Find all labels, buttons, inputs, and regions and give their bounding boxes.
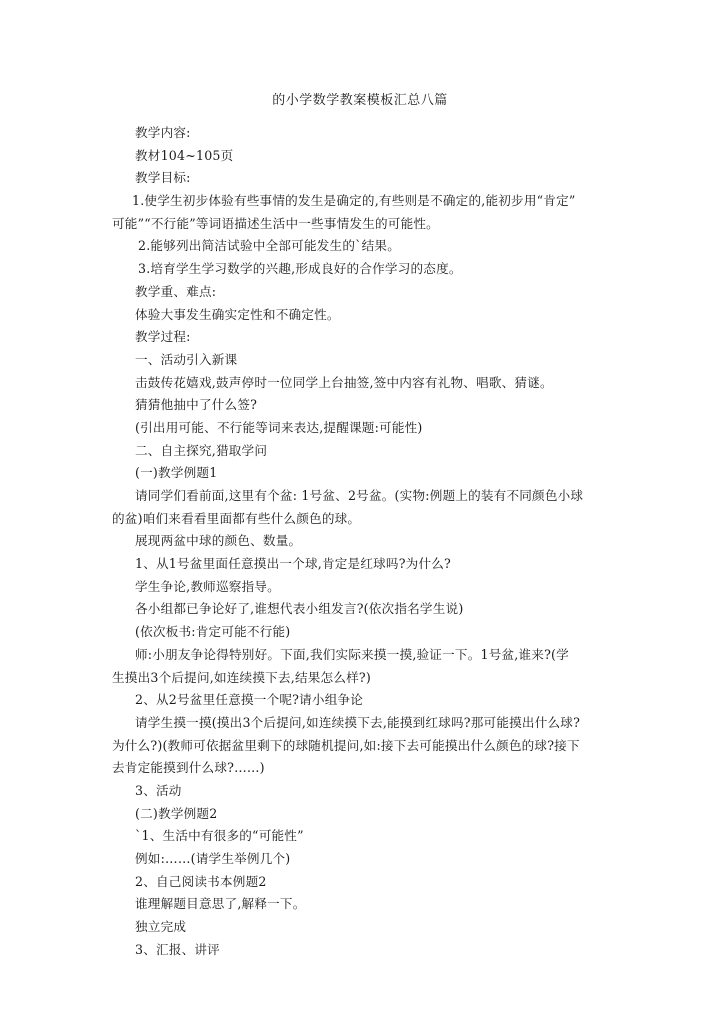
- paragraph-line: 去肯定能摸到什么球?……): [112, 760, 265, 776]
- paragraph-line: 学生争论,教师巡察指导。: [135, 578, 280, 594]
- paragraph-line: `1、生活中有很多的“可能性”: [135, 828, 304, 844]
- paragraph-line: 教学重、难点:: [135, 283, 217, 299]
- paragraph-line: 的盆)咱们来看看里面都有些什么颜色的球。: [112, 510, 361, 526]
- paragraph-line: 为什么?)(教师可依据盆里剩下的球随机提问,如:接下去可能摸出什么颜色的球?接下: [112, 737, 580, 753]
- paragraph-line: 教学内容:: [135, 125, 191, 140]
- paragraph-line: 1、从1号盆里面任意摸出一个球,肯定是红球吗?为什么?: [135, 556, 451, 572]
- paragraph-line: 教学过程:: [135, 329, 191, 345]
- paragraph-line: 请同学们看前面,这里有个盆: 1号盆、2号盆。(实物:例题上的装有不同颜色小球: [135, 488, 584, 503]
- paragraph-line: 2、自己阅读书本例题2: [135, 873, 267, 889]
- document-body: [112, 122, 617, 961]
- paragraph-line: 展现两盆中球的颜色、数量。: [135, 533, 302, 549]
- paragraph-line: 击鼓传花嬉戏,鼓声停时一位同学上台抽签,签中内容有礼物、唱歌、猜谜。: [135, 374, 553, 390]
- paragraph-line: 3、汇报、讲评: [135, 941, 220, 957]
- paragraph-line: (一)教学例题1: [135, 465, 218, 481]
- paragraph-line: 各小组都已争论好了,谁想代表小组发言?(依次指名学生说): [135, 601, 464, 617]
- paragraph-line: 猜猜他抽中了什么签?: [135, 397, 258, 413]
- paragraph-line: 体验大事发生确实定性和不确定性。: [135, 306, 340, 322]
- paragraph-line: 请学生摸一摸(摸出3个后提问,如连续摸下去,能摸到红球吗?那可能摸出什么球?: [135, 714, 581, 730]
- document-title: 的小学数学教案模板汇总八篇: [272, 93, 448, 108]
- paragraph-line: 生摸出3个后提问,如连续摸下去,结果怎么样?): [112, 669, 371, 685]
- paragraph-line: 例如:……(请学生举例几个): [135, 851, 291, 866]
- paragraph-line: 教学目标:: [135, 170, 191, 186]
- paragraph-line: (依次板书:肯定可能不行能): [135, 624, 291, 640]
- paragraph-line: 2、从2号盆里任意摸一个呢?请小组争论: [135, 692, 364, 708]
- paragraph-line: 2.能够列出简洁试验中全部可能发生的`结果。: [138, 238, 400, 254]
- paragraph-line: 1.使学生初步体验有些事情的发生是确定的,有些则是不确定的,能初步用“肯定”: [132, 193, 576, 209]
- paragraph-line: 3、活动: [135, 782, 182, 798]
- paragraph-line: 可能”“不行能”等词语描述生活中一些事情发生的可能性。: [112, 215, 439, 231]
- paragraph-line: 独立完成: [135, 919, 187, 935]
- paragraph-line: 一、活动引入新课: [135, 351, 238, 367]
- paragraph-line: (引出用可能、不行能等词来表达,提醒课题:可能性): [135, 419, 423, 435]
- paragraph-line: 教材104~105页: [135, 147, 234, 163]
- paragraph-line: 师:小朋友争论得特别好。下面,我们实际来摸一摸,验证一下。1号盆,谁来?(学: [135, 646, 569, 662]
- paragraph-line: 谁理解题目意思了,解释一下。: [135, 896, 306, 912]
- paragraph-line: 二、自主探究,猎取学问: [135, 442, 268, 458]
- paragraph-line: 3.培育学生学习数学的兴趣,形成良好的合作学习的态度。: [138, 261, 462, 277]
- paragraph-line: (二)教学例题2: [135, 805, 218, 821]
